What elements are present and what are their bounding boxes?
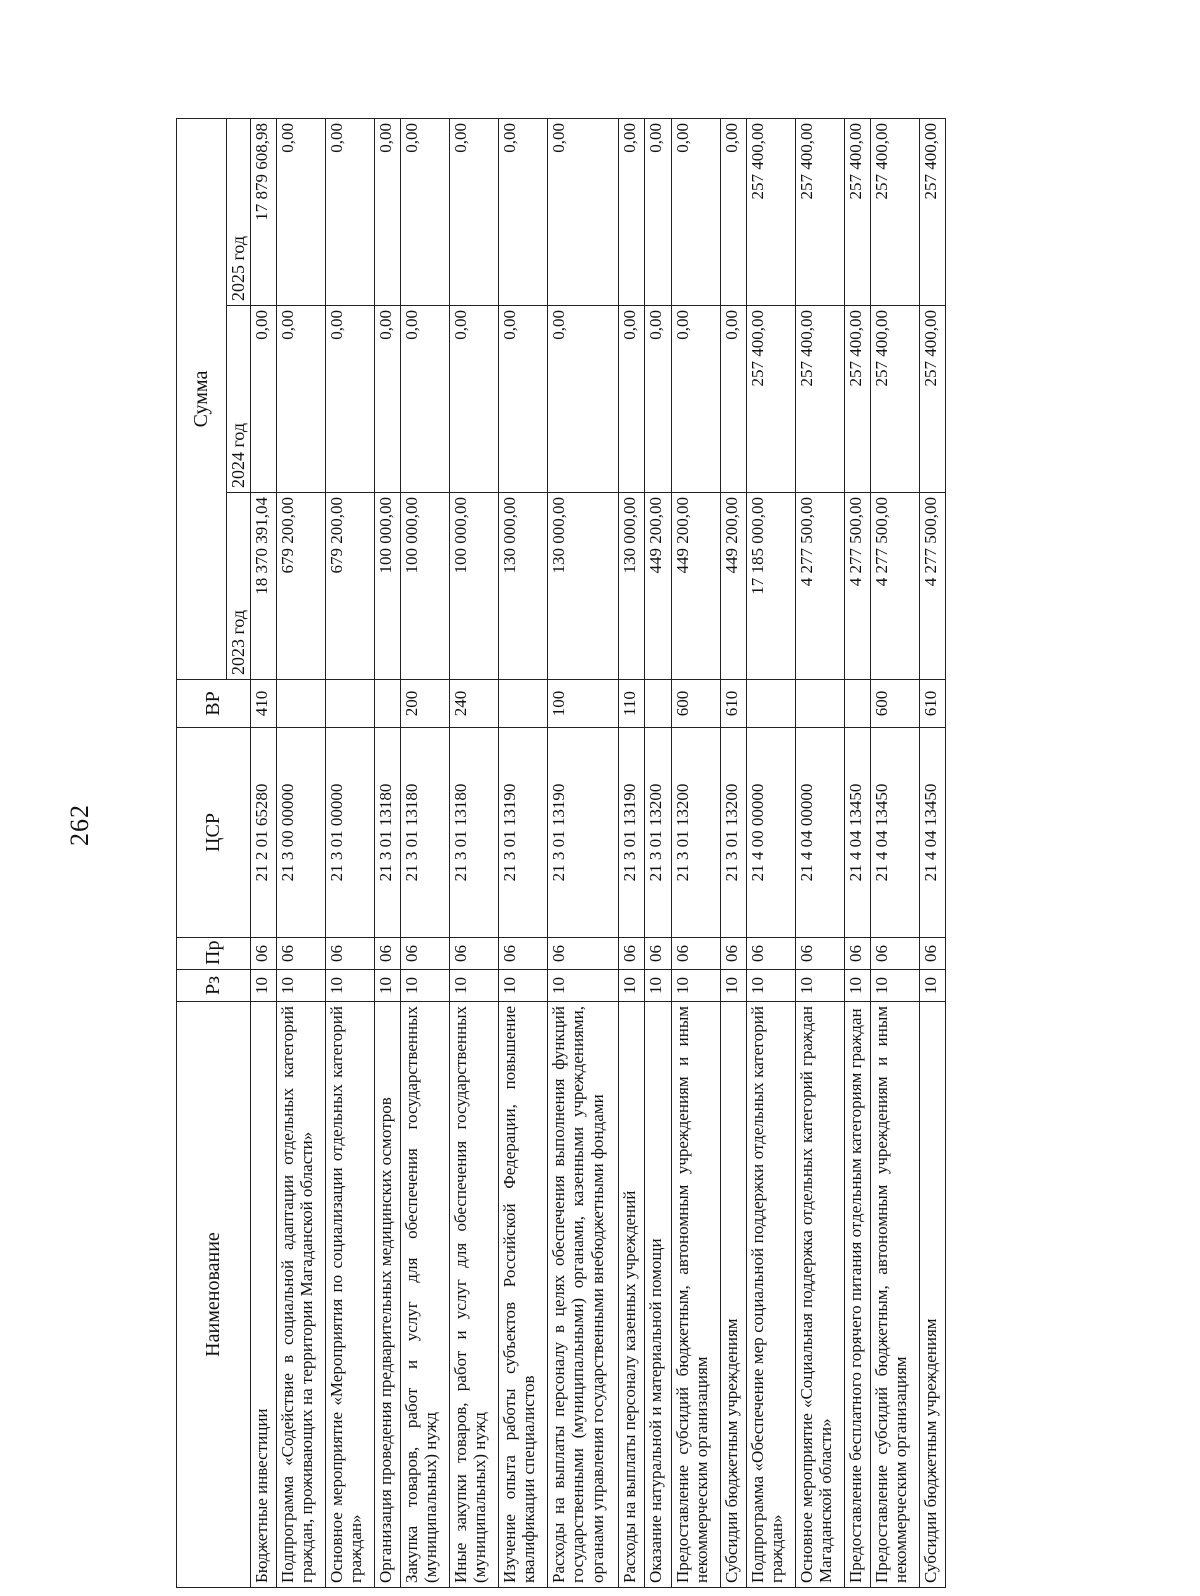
cell-2023: 17 185 000,00 (746, 493, 795, 680)
cell-2023: 100 000,00 (374, 493, 400, 680)
cell-pr: 06 (746, 938, 795, 970)
cell-csr: 21 3 01 13190 (547, 728, 619, 938)
table-row (746, 118, 795, 1587)
cell-2024: 0,00 (720, 306, 746, 493)
cell-csr: 21 3 01 00000 (325, 728, 374, 938)
cell-pr: 06 (547, 938, 619, 970)
cell-csr: 21 4 04 00000 (795, 728, 844, 938)
cell-2023: 4 277 500,00 (795, 493, 844, 680)
cell-name: Изучение опыта работы субъектов Российской Федерации, повышение квалификации специалистов (498, 1002, 547, 1588)
cell-2025: 17 879 608,98 (250, 118, 276, 305)
cell-2023: 4 277 500,00 (844, 493, 870, 680)
cell-vr: 110 (619, 680, 645, 728)
header-name: Наименование (177, 1002, 251, 1588)
cell-2025: 0,00 (671, 118, 720, 305)
cell-pr: 06 (720, 938, 746, 970)
cell-vr: 240 (449, 680, 498, 728)
cell-2024: 257 400,00 (795, 306, 844, 493)
cell-name: Субсидии бюджетным учреждениям (919, 1002, 945, 1588)
header-sum: Сумма (177, 118, 227, 679)
cell-vr: 600 (870, 680, 919, 728)
cell-name: Закупка товаров, работ и услуг для обеспечения государственных (муниципальных) нужд (400, 1002, 449, 1588)
cell-2025: 0,00 (547, 118, 619, 305)
cell-2025: 0,00 (619, 118, 645, 305)
header-rz: Рз (177, 970, 251, 1002)
table-body (250, 118, 945, 1587)
table-row (720, 118, 746, 1587)
cell-2023: 18 370 391,04 (250, 493, 276, 680)
page-number: 262 (65, 804, 94, 846)
cell-2023: 679 200,00 (276, 493, 325, 680)
cell-rz: 10 (870, 970, 919, 1002)
cell-csr: 21 3 01 13190 (619, 728, 645, 938)
cell-2023: 449 200,00 (671, 493, 720, 680)
cell-2023: 130 000,00 (619, 493, 645, 680)
cell-name: Предоставление бесплатного горячего питания отдельным категориям граждан (844, 1002, 870, 1588)
cell-name: Расходы на выплаты персоналу казенных учреждений (619, 1002, 645, 1588)
cell-2025: 257 400,00 (795, 118, 844, 305)
cell-2024: 0,00 (449, 306, 498, 493)
header-year-2025: 2025 год (227, 118, 251, 305)
cell-2024: 0,00 (250, 306, 276, 493)
cell-2025: 0,00 (325, 118, 374, 305)
cell-name: Расходы на выплаты персоналу в целях обеспечения выполнения функций государственными (муниципальными) органами, казенными учреждениями, органами управления государственными внебюджетными фондами (547, 1002, 619, 1588)
cell-2024: 0,00 (374, 306, 400, 493)
cell-2023: 100 000,00 (400, 493, 449, 680)
cell-rz: 10 (645, 970, 671, 1002)
cell-2024: 257 400,00 (919, 306, 945, 493)
cell-pr: 06 (870, 938, 919, 970)
cell-2024: 257 400,00 (844, 306, 870, 493)
cell-2023: 449 200,00 (720, 493, 746, 680)
cell-2024: 0,00 (325, 306, 374, 493)
cell-rz: 10 (919, 970, 945, 1002)
cell-2024: 257 400,00 (870, 306, 919, 493)
cell-pr: 06 (250, 938, 276, 970)
cell-rz: 10 (844, 970, 870, 1002)
cell-name: Основное мероприятие «Мероприятия по социализации отдельных категорий граждан» (325, 1002, 374, 1588)
cell-vr (645, 680, 671, 728)
cell-vr (374, 680, 400, 728)
cell-pr: 06 (374, 938, 400, 970)
cell-name: Организация проведения предварительных медицинских осмотров (374, 1002, 400, 1588)
cell-pr: 06 (645, 938, 671, 970)
cell-2023: 130 000,00 (498, 493, 547, 680)
table-row (498, 118, 547, 1587)
cell-2024: 257 400,00 (746, 306, 795, 493)
cell-pr: 06 (795, 938, 844, 970)
cell-csr: 21 4 04 13450 (919, 728, 945, 938)
table-row (250, 118, 276, 1587)
cell-rz: 10 (400, 970, 449, 1002)
cell-name: Субсидии бюджетным учреждениям (720, 1002, 746, 1588)
cell-rz: 10 (547, 970, 619, 1002)
table-row (870, 118, 919, 1587)
cell-2024: 0,00 (400, 306, 449, 493)
cell-rz: 10 (449, 970, 498, 1002)
cell-2023: 449 200,00 (645, 493, 671, 680)
cell-2025: 0,00 (720, 118, 746, 305)
cell-csr: 21 3 01 13180 (400, 728, 449, 938)
cell-pr: 06 (619, 938, 645, 970)
cell-2025: 0,00 (449, 118, 498, 305)
cell-2025: 257 400,00 (844, 118, 870, 305)
table-row (645, 118, 671, 1587)
table-row (919, 118, 945, 1587)
cell-2023: 100 000,00 (449, 493, 498, 680)
cell-2025: 257 400,00 (919, 118, 945, 305)
cell-pr: 06 (498, 938, 547, 970)
cell-vr (746, 680, 795, 728)
cell-2024: 0,00 (498, 306, 547, 493)
cell-rz: 10 (795, 970, 844, 1002)
table-row (795, 118, 844, 1587)
table-row (374, 118, 400, 1587)
cell-2023: 679 200,00 (325, 493, 374, 680)
cell-pr: 06 (276, 938, 325, 970)
cell-name: Подпрограмма «Содействие в социальной адаптации отдельных категорий граждан, проживающих на территории Магаданской области» (276, 1002, 325, 1588)
cell-rz: 10 (325, 970, 374, 1002)
cell-name: Предоставление субсидий бюджетным, автономным учреждениям и иным некоммерческим организациям (671, 1002, 720, 1588)
table-row (400, 118, 449, 1587)
cell-2024: 0,00 (547, 306, 619, 493)
budget-table-rotated (176, 118, 946, 1588)
header-year-2023: 2023 год (227, 493, 251, 680)
cell-csr: 21 3 01 13190 (498, 728, 547, 938)
cell-2024: 0,00 (671, 306, 720, 493)
cell-2024: 0,00 (276, 306, 325, 493)
cell-name: Бюджетные инвестиции (250, 1002, 276, 1588)
cell-vr (498, 680, 547, 728)
cell-2024: 0,00 (645, 306, 671, 493)
cell-vr: 600 (671, 680, 720, 728)
cell-csr: 21 4 04 13450 (844, 728, 870, 938)
cell-name: Иные закупки товаров, работ и услуг для обеспечения государственных (муниципальных) нужд (449, 1002, 498, 1588)
cell-pr: 06 (844, 938, 870, 970)
cell-vr (844, 680, 870, 728)
cell-vr (276, 680, 325, 728)
cell-pr: 06 (449, 938, 498, 970)
cell-csr: 21 3 01 13180 (374, 728, 400, 938)
cell-rz: 10 (250, 970, 276, 1002)
budget-table (176, 118, 946, 1588)
cell-csr: 21 2 01 65280 (250, 728, 276, 938)
cell-pr: 06 (325, 938, 374, 970)
table-row (325, 118, 374, 1587)
cell-2025: 0,00 (374, 118, 400, 305)
cell-pr: 06 (400, 938, 449, 970)
cell-vr: 610 (919, 680, 945, 728)
cell-csr: 21 3 01 13200 (720, 728, 746, 938)
cell-csr: 21 4 04 13450 (870, 728, 919, 938)
cell-rz: 10 (746, 970, 795, 1002)
cell-rz: 10 (720, 970, 746, 1002)
cell-2025: 257 400,00 (870, 118, 919, 305)
cell-vr (325, 680, 374, 728)
table-header (177, 118, 251, 1587)
cell-rz: 10 (671, 970, 720, 1002)
cell-csr: 21 3 00 00000 (276, 728, 325, 938)
table-row (276, 118, 325, 1587)
cell-name: Подпрограмма «Обеспечение мер социальной поддержки отдельных категорий граждан» (746, 1002, 795, 1588)
header-year-2024: 2024 год (227, 306, 251, 493)
cell-2025: 0,00 (645, 118, 671, 305)
cell-2025: 0,00 (276, 118, 325, 305)
cell-2023: 130 000,00 (547, 493, 619, 680)
cell-vr: 200 (400, 680, 449, 728)
cell-rz: 10 (619, 970, 645, 1002)
table-row (547, 118, 619, 1587)
cell-rz: 10 (498, 970, 547, 1002)
cell-rz: 10 (276, 970, 325, 1002)
cell-csr: 21 3 01 13200 (671, 728, 720, 938)
cell-vr (795, 680, 844, 728)
cell-name: Предоставление субсидий бюджетным, автономным учреждениям и иным некоммерческим организациям (870, 1002, 919, 1588)
table-row (619, 118, 645, 1587)
cell-2025: 0,00 (498, 118, 547, 305)
cell-2024: 0,00 (619, 306, 645, 493)
cell-2023: 4 277 500,00 (870, 493, 919, 680)
cell-pr: 06 (919, 938, 945, 970)
cell-csr: 21 3 01 13180 (449, 728, 498, 938)
cell-rz: 10 (374, 970, 400, 1002)
cell-vr: 100 (547, 680, 619, 728)
cell-name: Основное мероприятие «Социальная поддержка отдельных категорий граждан Магаданской области» (795, 1002, 844, 1588)
header-csr: ЦСР (177, 728, 251, 938)
table-row (449, 118, 498, 1587)
header-pr: Пр (177, 938, 251, 970)
header-vr: ВР (177, 680, 251, 728)
cell-2025: 0,00 (400, 118, 449, 305)
cell-vr: 610 (720, 680, 746, 728)
cell-2023: 4 277 500,00 (919, 493, 945, 680)
cell-name: Оказание натуральной и материальной помощи (645, 1002, 671, 1588)
cell-2025: 257 400,00 (746, 118, 795, 305)
cell-vr: 410 (250, 680, 276, 728)
cell-pr: 06 (671, 938, 720, 970)
cell-csr: 21 4 00 00000 (746, 728, 795, 938)
cell-csr: 21 3 01 13200 (645, 728, 671, 938)
table-row (844, 118, 870, 1587)
table-row (671, 118, 720, 1587)
